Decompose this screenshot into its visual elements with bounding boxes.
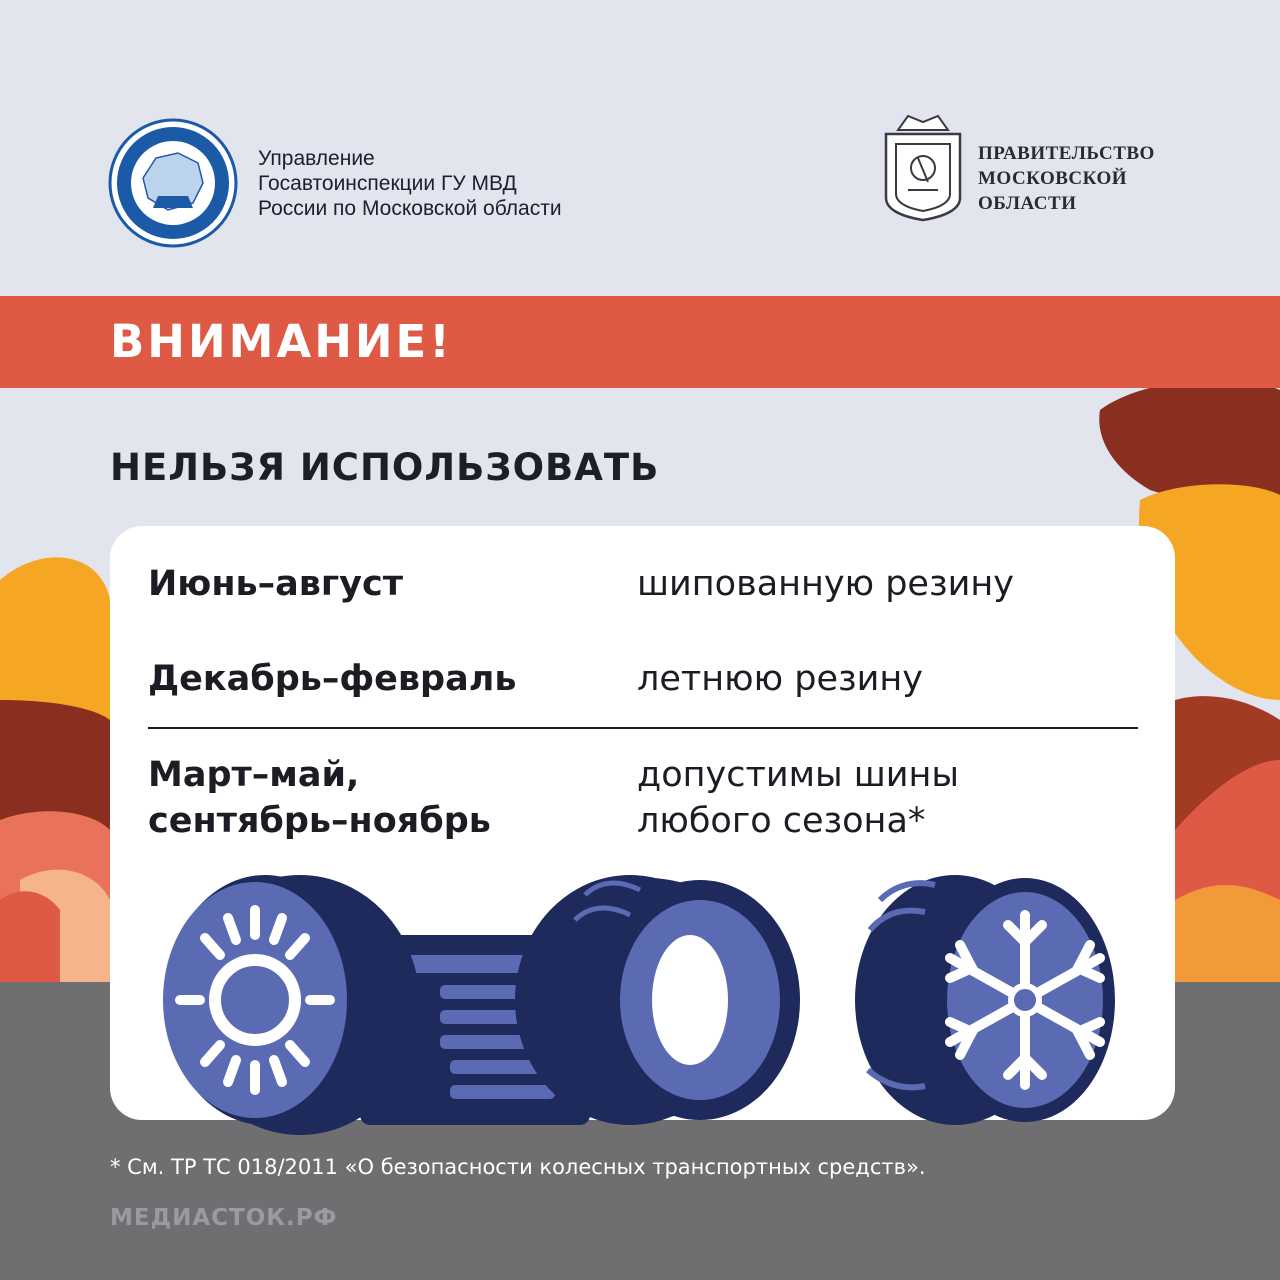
agency-line: Управление bbox=[258, 147, 375, 170]
agency-line: Госавтоинспекции ГУ МВД bbox=[258, 172, 517, 195]
tire-sun-icon bbox=[163, 875, 420, 1135]
tire-icon bbox=[515, 875, 800, 1125]
row-period: Июнь–август bbox=[148, 564, 404, 604]
section-title: НЕЛЬЗЯ ИСПОЛЬЗОВАТЬ bbox=[110, 446, 660, 489]
tire-snowflake-icon bbox=[855, 875, 1115, 1125]
banner-title: ВНИМАНИЕ! bbox=[110, 315, 453, 368]
footnote: * См. ТР ТС 018/2011 «О безопасности колесных транспортных средств». bbox=[110, 1155, 926, 1179]
row-rule-line: любого сезона* bbox=[637, 801, 926, 841]
row-rule: шипованную резину bbox=[637, 564, 1014, 604]
row-rule-line: допустимы шины bbox=[637, 755, 960, 795]
watermark: МЕДИАСТОК.РФ bbox=[110, 1205, 338, 1231]
government-line: МОСКОВСКОЙ bbox=[978, 168, 1128, 189]
row-period-line: Март–май, bbox=[148, 755, 360, 795]
row-rule: летнюю резину bbox=[637, 659, 923, 699]
government-line: ПРАВИТЕЛЬСТВО bbox=[978, 143, 1155, 164]
agency-line: России по Московской области bbox=[258, 197, 562, 220]
row-period: Декабрь–февраль bbox=[148, 659, 517, 699]
government-line: ОБЛАСТИ bbox=[978, 193, 1077, 214]
row-period-line: сентябрь–ноябрь bbox=[148, 801, 491, 841]
